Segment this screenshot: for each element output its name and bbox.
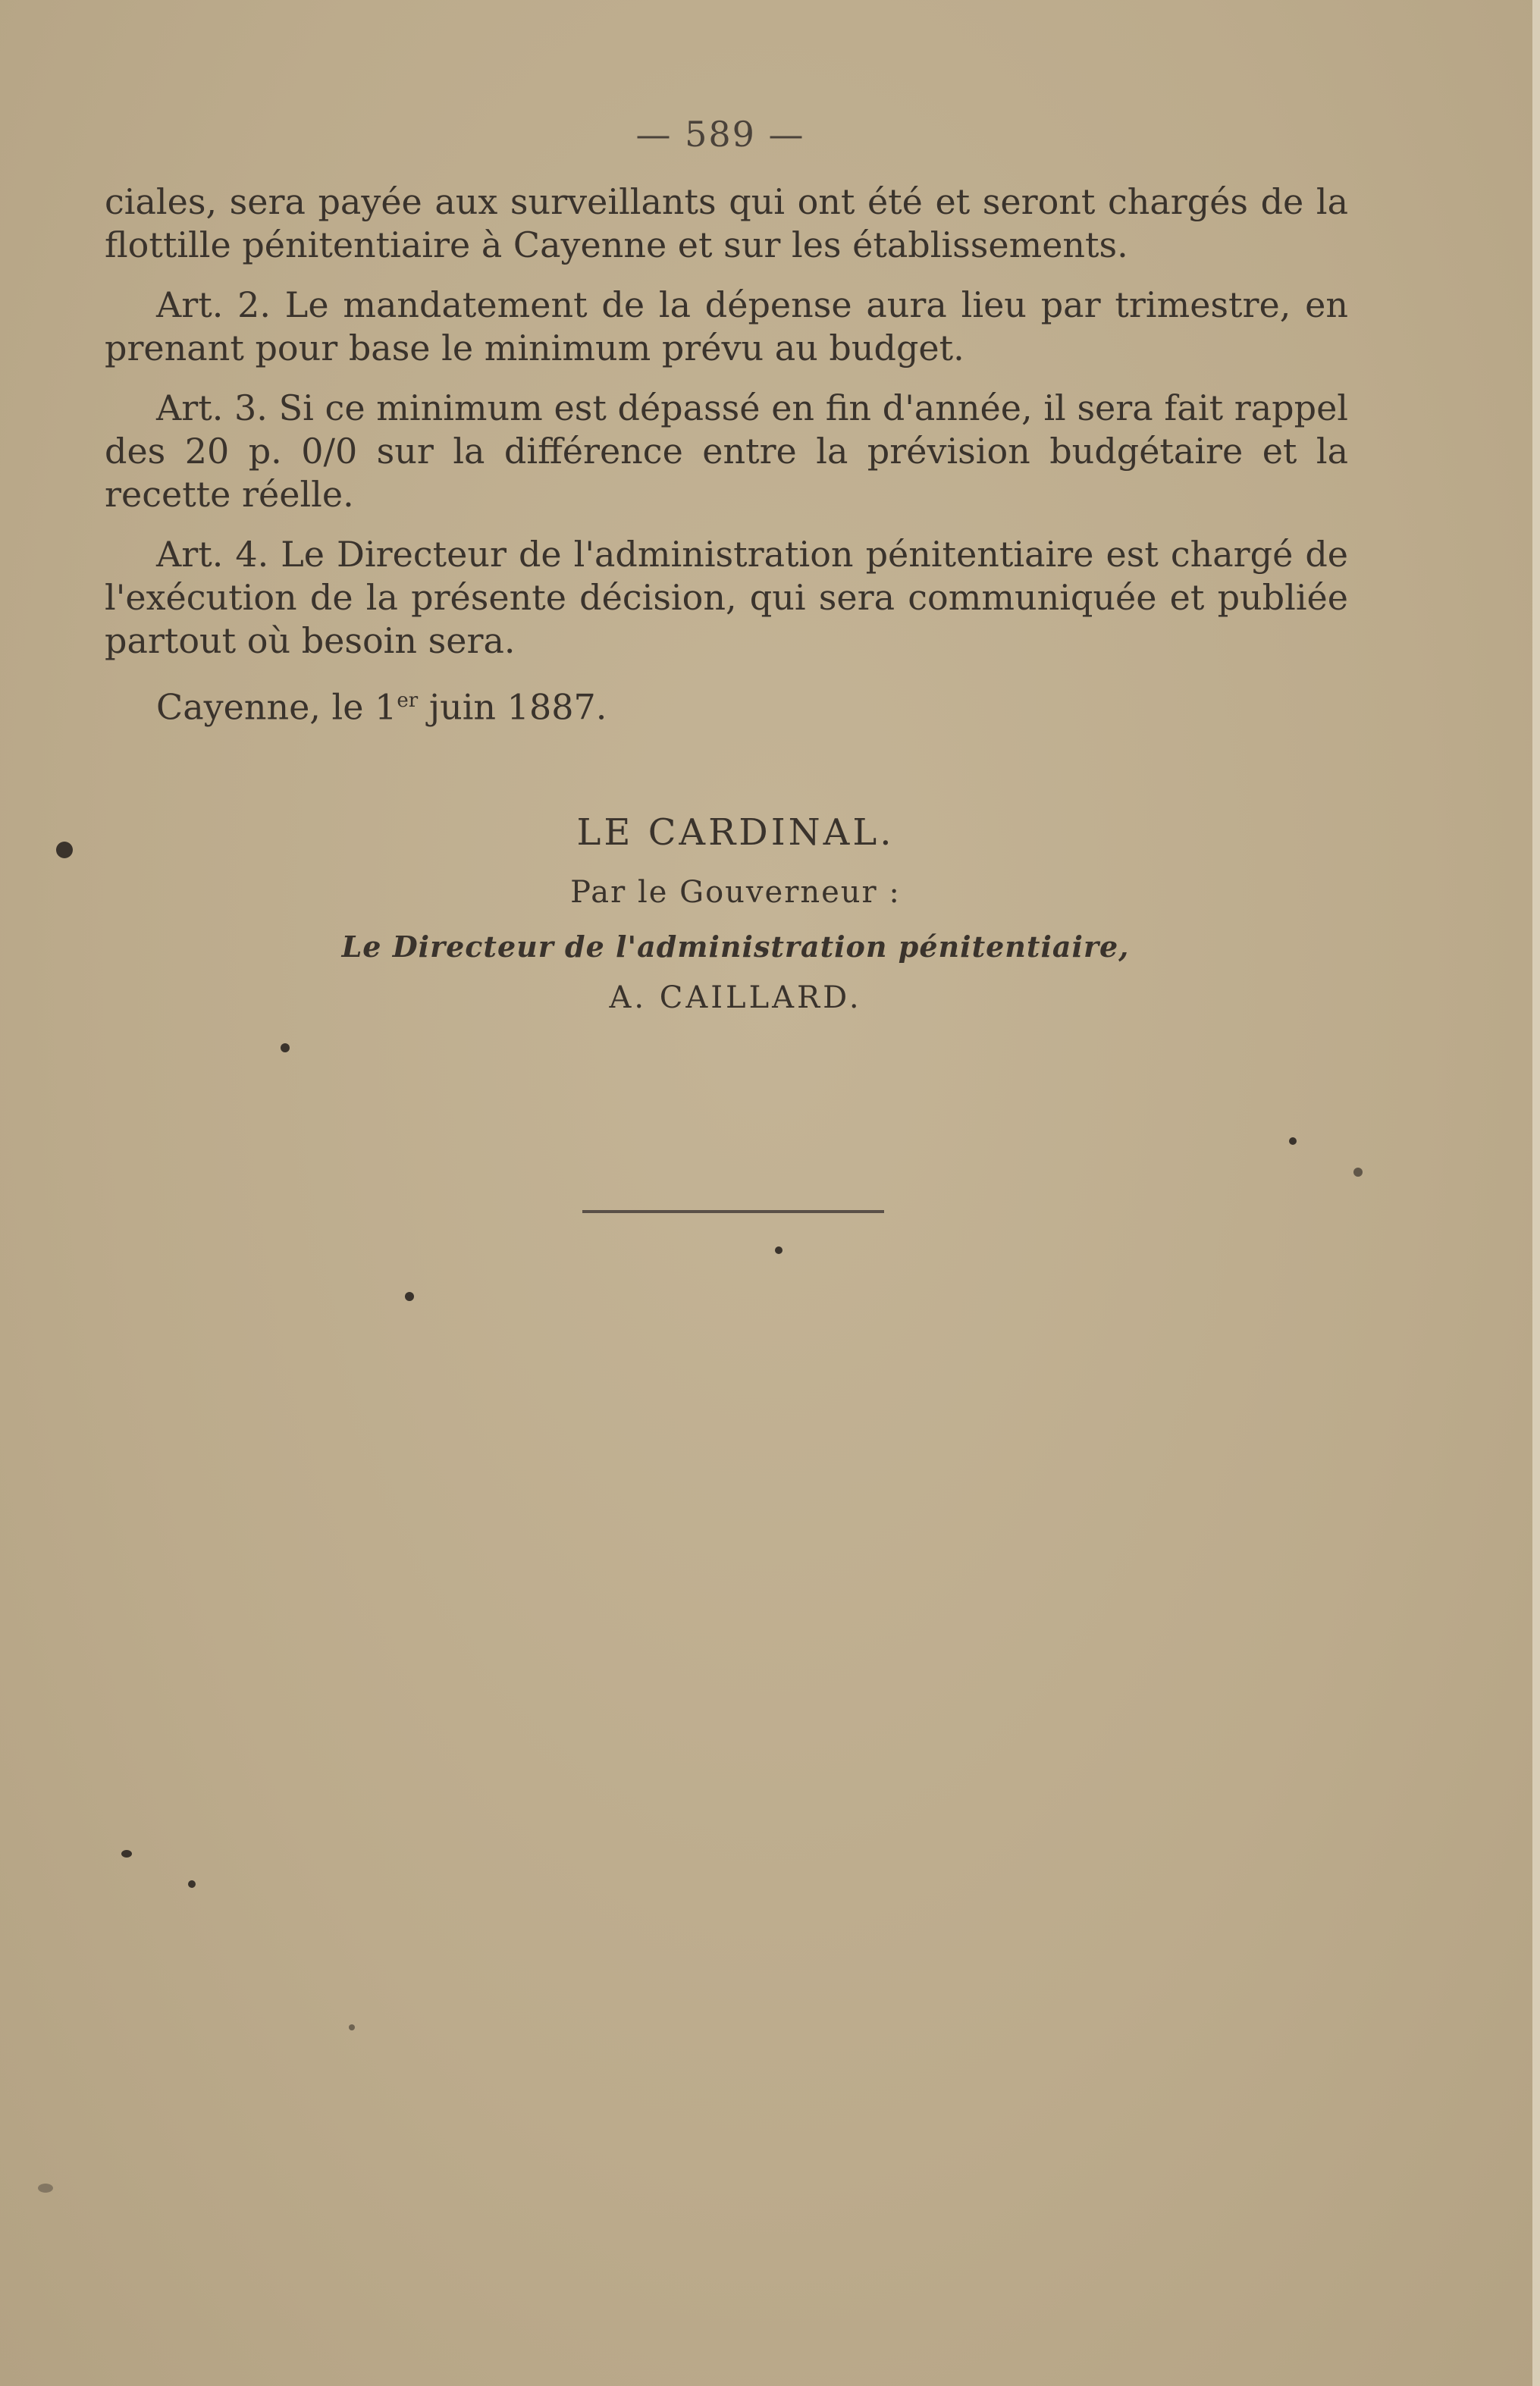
speck-4 <box>1353 1168 1363 1177</box>
page-number: — 589 — <box>635 114 805 155</box>
speck-9 <box>349 2024 355 2030</box>
page-edge <box>1532 0 1540 2386</box>
speck-8 <box>121 1850 132 1858</box>
speck-3 <box>1289 1137 1297 1145</box>
speck-1 <box>56 842 73 858</box>
paragraph-article-4: Art. 4. Le Directeur de l'administration pénitentiaire est chargé de l'exécution de la présente décision, qui sera communiquée et publiée partout où besoin sera. <box>105 534 1348 661</box>
dateline-prefix: Cayenne, le 1 <box>156 686 397 728</box>
dateline-superscript: er <box>397 689 419 712</box>
dateline <box>105 679 1348 729</box>
speck-10 <box>38 2184 53 2193</box>
speck-7 <box>188 1880 196 1888</box>
signature-name: LE CARDINAL. <box>576 811 895 854</box>
paragraph-article-3: Art. 3. Si ce minimum est dépassé en fin d'année, il sera fait rappel des 20 p. 0/0 sur la différence entre la prévision budgétaire et la recette réelle. <box>105 387 1348 515</box>
end-rule <box>582 1210 884 1213</box>
speck-5 <box>775 1246 783 1254</box>
signature-block <box>0 811 1471 1015</box>
signature-title: Le Directeur de l'administration pénitentiaire, <box>341 930 1130 964</box>
signature-signer: A. CAILLARD. <box>609 980 862 1015</box>
paragraph-article-2: Art. 2. Le mandatement de la dépense aura lieu par trimestre, en prenant pour base le minimum prévu au budget. <box>105 284 1348 368</box>
speck-6 <box>405 1292 414 1301</box>
dateline-suffix: juin 1887. <box>418 686 607 728</box>
speck-2 <box>281 1043 290 1052</box>
paragraph-continuation: ciales, sera payée aux surveillants qui ont été et seront chargés de la flottille pénitentiaire à Cayenne et sur les établissements. <box>105 181 1348 265</box>
decision-body <box>105 180 1348 745</box>
signature-by-line: Par le Gouverneur : <box>570 875 901 910</box>
